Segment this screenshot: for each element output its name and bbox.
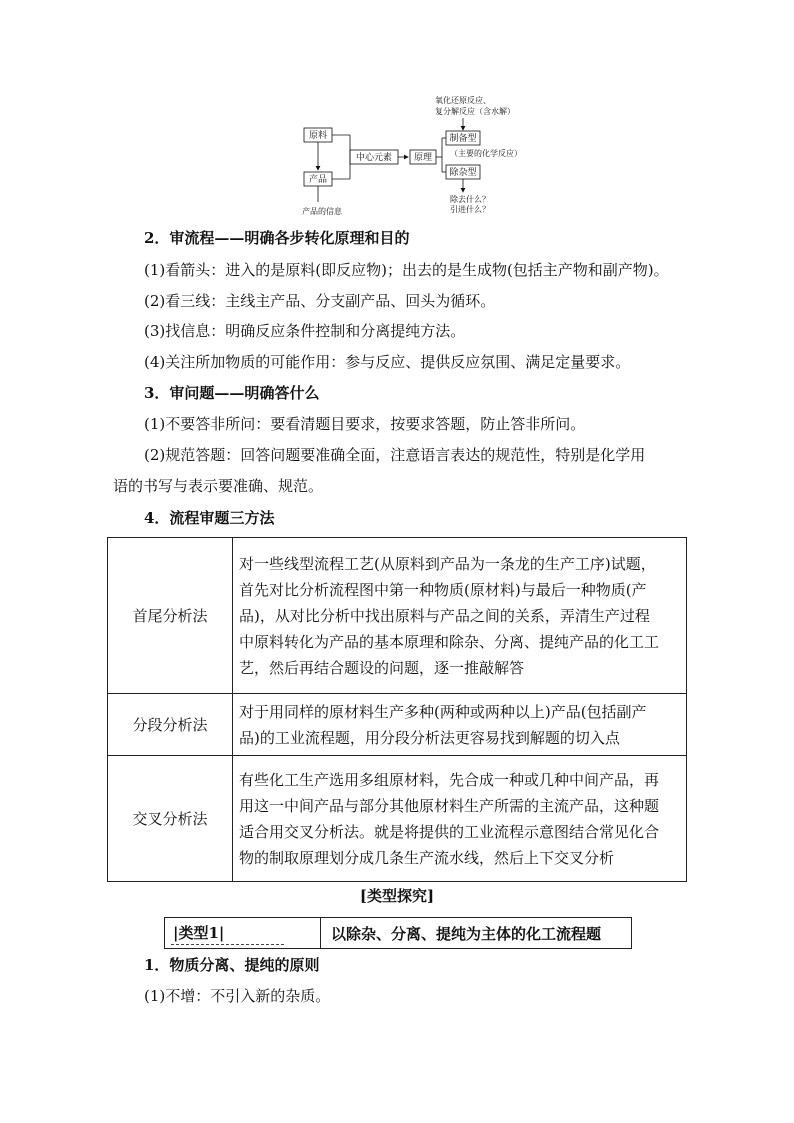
section3-heading: 3．审问题——明确答什么	[144, 384, 320, 402]
type-tag: |类型1|	[171, 922, 284, 945]
reaction-top-line1: 氧化还原反应、	[435, 96, 491, 105]
method-name: 首尾分析法	[108, 538, 233, 694]
method-name: 分段分析法	[108, 694, 233, 756]
table-row	[108, 694, 687, 756]
section3-item-2-line2: 语的书写与表示要准确、规范。	[113, 477, 324, 495]
desc-line: 适合用交叉分析法。就是将提供的工业流程示意图结合常见化合	[239, 822, 660, 841]
desc-line: 对一些线型流程工艺(从原料到产品为一条龙的生产工序)试题，	[239, 554, 656, 573]
removal-q1: 除去什么？	[450, 195, 490, 204]
principles-heading: 1．物质分离、提纯的原则	[144, 956, 320, 974]
removal-type-label: 除杂型	[449, 168, 477, 178]
section2-heading: 2．审流程——明确各步转化原理和目的	[144, 229, 410, 247]
section2-item-2: (2)看三线：主线主产品、分支副产品、回头为循环。	[144, 292, 496, 310]
flow-diagram-svg	[290, 92, 550, 222]
desc-line: 物的制取原理划分成几条生产流水线，然后上下交叉分析	[239, 848, 615, 867]
desc-line: 中原料转化为产品的基本原理和除杂、分离、提纯产品的化工工	[239, 632, 660, 651]
table-row	[108, 538, 687, 694]
desc-line: 品)，从对比分析中找出原料与产品之间的关系，弄清生产过程	[239, 606, 650, 625]
section2-item-3: (3)找信息：明确反应条件控制和分离提纯方法。	[144, 322, 466, 340]
method-name: 交叉分析法	[108, 756, 233, 882]
center-label: 中心元素	[355, 153, 393, 163]
methods-table	[107, 537, 687, 882]
section2-item-1: (1)看箭头：进入的是原料(即反应物)；出去的是生成物(包括主产物和副产物)。	[144, 261, 669, 279]
desc-line: 用这一中间产品与部分其他原材料生产所需的主流产品，这种题	[239, 796, 660, 815]
method-desc	[233, 694, 687, 756]
product-info-label: 产品的信息	[302, 207, 342, 216]
desc-line: 对于用同样的原材料生产多种(两种或两种以上)产品(包括副产	[239, 702, 647, 721]
table-row	[108, 756, 687, 882]
section3-item-2-line1: (2)规范答题：回答问题要准确全面，注意语言表达的规范性，特别是化学用	[144, 446, 646, 464]
product-label: 产品	[308, 175, 328, 185]
method-desc	[233, 538, 687, 694]
desc-line: 有些化工生产选用多组原材料，先合成一种或几种中间产品，再	[239, 770, 660, 789]
type-title: 以除杂、分离、提纯为主体的化工流程题	[331, 924, 602, 943]
principle-label: 原理	[413, 153, 433, 163]
section3-item-1: (1)不要答非所问：要看清题目要求，按要求答题，防止答非所问。	[144, 415, 586, 433]
section2-item-4: (4)关注所加物质的可能作用：参与反应、提供反应氛围、满足定量要求。	[144, 353, 631, 371]
type-box	[164, 917, 632, 949]
method-desc	[233, 756, 687, 882]
desc-line: 艺，然后再结合题设的问题，逐一推敲解答	[239, 658, 525, 677]
prep-type-label: 制备型	[449, 134, 477, 144]
desc-line: 首先对比分析流程图中第一种物质(原材料)与最后一种物质(产	[239, 580, 647, 599]
flow-diagram	[290, 92, 550, 222]
principles-item-1: (1)不增：不引入新的杂质。	[144, 987, 331, 1005]
desc-line: 品)的工业流程题，用分段分析法更容易找到解题的切入点	[239, 728, 620, 747]
type-tag-cell	[165, 918, 321, 948]
removal-q2: 引进什么？	[450, 205, 490, 214]
raw-label: 原料	[308, 131, 328, 141]
reaction-top-line2: 复分解反应（含水解）	[435, 107, 515, 116]
section4-heading: 4．流程审题三方法	[144, 509, 275, 527]
main-reaction-label: （主要的化学反应）	[450, 149, 522, 158]
explore-title: [类型探究]	[359, 887, 435, 905]
